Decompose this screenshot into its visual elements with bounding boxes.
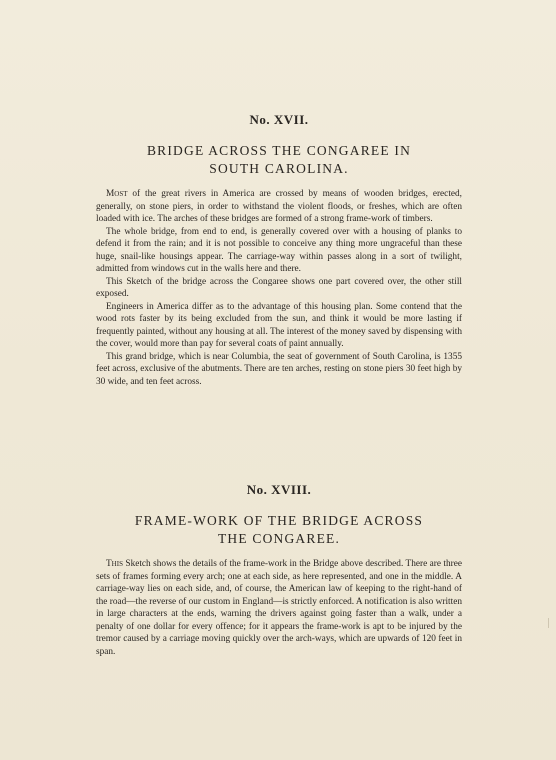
paragraph-lead: Most: [106, 189, 128, 199]
section-title-line: THE CONGAREE.: [217, 531, 341, 546]
paragraph-text: Engineers in America differ as to the advantage of this housing plan. Some contend that the wood rots faster by its being excluded from the sun, and think it would be more lasting if frequently painted, without any housing at all. The interest of the money saved by dispensing with the cover, would more than pay for several coats of paint annually.: [96, 301, 462, 349]
section-title-line: FRAME-WORK OF THE BRIDGE ACROSS: [134, 513, 424, 528]
paragraph: [96, 188, 462, 226]
paragraph-text: This Sketch of the bridge across the Congaree shows one part covered over, the other still exposed.: [96, 276, 462, 299]
section-xviii: [96, 482, 462, 658]
paragraph: [96, 558, 462, 658]
paragraph: [96, 276, 462, 301]
paragraph-text: This grand bridge, which is near Columbia, the seat of government of South Carolina, is 1355 feet across, exclusive of the abutments. There are ten arches, resting on stone piers 30 feet high by 30 wide, and ten feet across.: [96, 351, 462, 387]
paragraph-lead: This: [106, 559, 123, 569]
section-title-line: SOUTH CAROLINA.: [209, 161, 349, 176]
section-title: [96, 512, 462, 548]
section-title: [96, 142, 462, 178]
paragraph: [96, 301, 462, 351]
section-title-line: BRIDGE ACROSS THE CONGAREE IN: [146, 143, 412, 158]
paragraph-text: Sketch shows the details of the frame-work in the Bridge above described. There are three sets of frames forming every arch; one at each side, as here represented, and one in the middle. A carriage-way lies on each side, and, of course, the American law of keeping to the right-hand of the road—the reverse of our custom in England—is strictly enforced. A notification is also written in large characters at the ends, warning the drivers against going faster than a walk, under a penalty of one dollar for every offence; for it appears the frame-work is apt to be injured by the tremor caused by a carriage moving quickly over the arch-ways, which are upwards of 120 feet in span.: [96, 559, 462, 657]
section-number: No. XVIII.: [246, 482, 312, 497]
paragraph-text: of the great rivers in America are crossed by means of wooden bridges, erected, generally, on stone piers, in order to withstand the violent floods, or freshes, which are often loaded with ice. The arches of these bridges are formed of a strong frame-work of timbers.: [96, 189, 462, 224]
paragraph: [96, 351, 462, 389]
paper-mark: [548, 618, 549, 628]
paragraph: [96, 226, 462, 276]
section-xvii: [96, 112, 462, 388]
paragraph-text: The whole bridge, from end to end, is generally covered over with a housing of planks to defend it from the rain; and it is not possible to conceive any thing more ungraceful than these huge, snail-like housings appear. The carriage-way within passes along in a sort of twilight, admitted from windows cut in the walls here and there.: [96, 226, 462, 274]
section-number: No. XVII.: [249, 112, 309, 127]
